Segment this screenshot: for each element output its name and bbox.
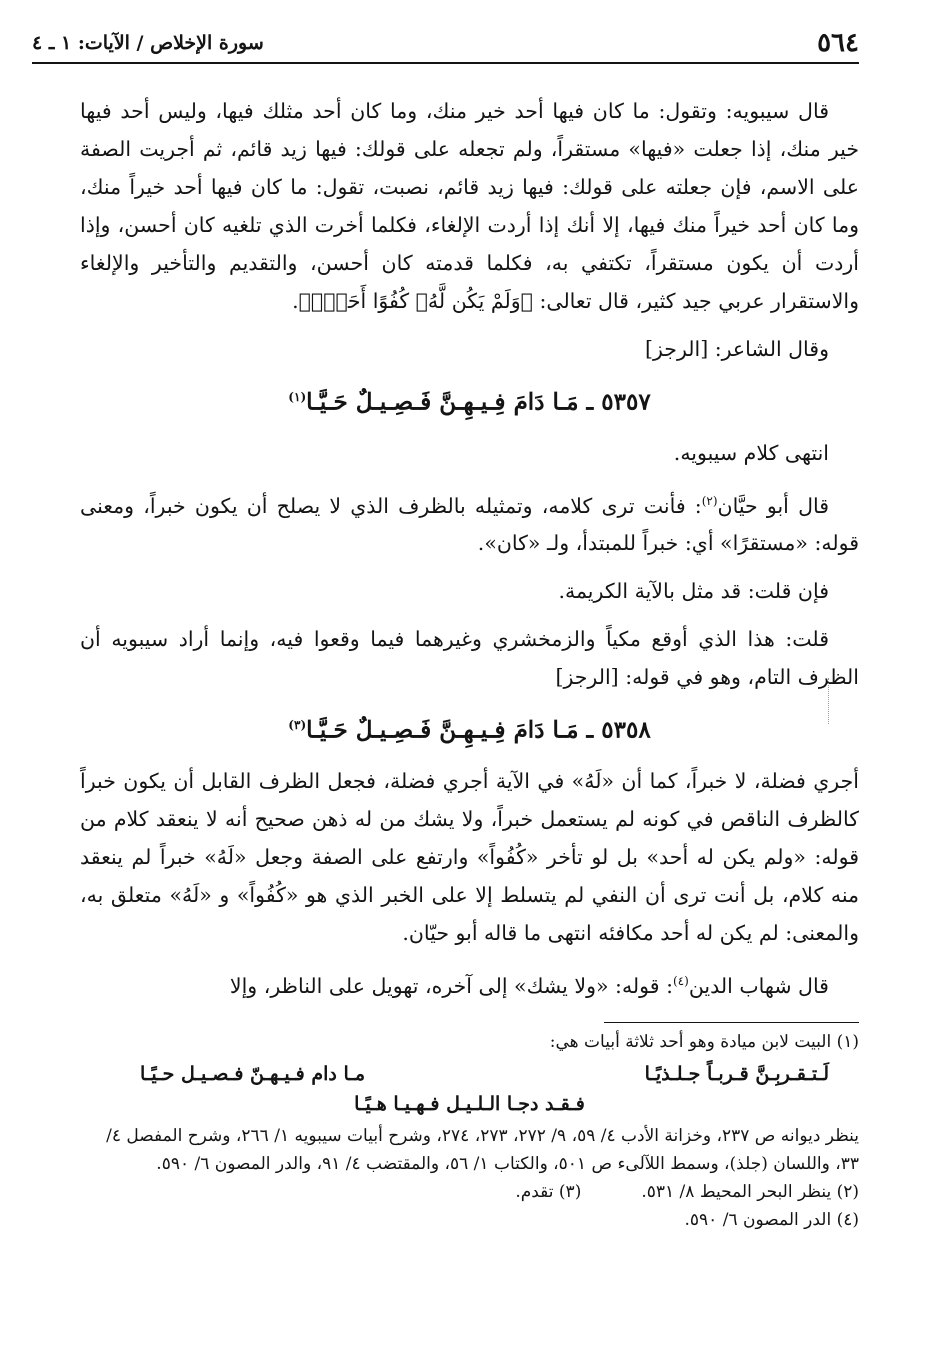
paragraph-end-quote: انتهى كلام سيبويه. xyxy=(673,440,829,465)
footnote-3: (٣) تقدم. xyxy=(515,1182,582,1202)
page-number: ٥٦٤ xyxy=(817,28,859,58)
paragraph-reply: قلت: هذا الذي أوقع مكياً والزمخشري وغيرهما فيما وقعوا فيه، وإنما أراد سيبويه أن الظرف التام، وهو في قوله: [الرجز] xyxy=(80,627,859,690)
footnote-1-intro: (١) البيت لابن ميادة وهو أحد ثلاثة أبيات هي: xyxy=(549,1032,859,1052)
paragraph-explanation: أجري فضلة، لا خبراً، كما أن «لَهُ» في الآية أجري فضلة، فجعل الظرف القابل أن يكون خبراً كالظرف الناقص في كونه لم يستعمل خبراً، ولا يشك من له ذهن صحيح أنه لا ينعقد كلام من قوله: «ولم يكن له أحد» بل لو تأخر «كُفُواً» وارتفع على الصفة وجعل «لَهُ» خبراً لم ينعقد منه كلام، بل أنت ترى أن النفي لم يتسلط إلا على الخبر الذي هو «كُفُواً» و «لَهُ» متعلق به، والمعنى: لم يكن له أحد مكافئه انتهى ما قاله أبو حيّان. xyxy=(80,769,859,946)
footnotes xyxy=(80,1028,859,1234)
verse-number: ٥٣٥٨ ـ xyxy=(586,717,651,745)
footnote-2: (٢) ينظر البحر المحيط ٨/ ٥٣١. xyxy=(641,1182,859,1202)
footnote-rule xyxy=(604,1022,859,1023)
footnote-1-sources: ينظر ديوانه ص ٢٣٧، وخزانة الأدب ٤/ ٥٩، ٩/ ٢٧٢، ٢٧٣، ٢٧٤، وشرح أبيات سيبويه ١/ ٢٦٦، وشرح المفصل ٤/ ٣٣، واللسان (جلذ)، وسمط اللآلىء ص ٥٠١، والكتاب ١/ ٥٦، والمقتضب ٤/ ٩١، والدر المصون ٦/ ٥٩٠. xyxy=(106,1126,859,1174)
verse-text: مَـا دَامَ فِـيـهِـنَّ فَـصِـيـلٌ حَـيَّـا xyxy=(306,717,579,745)
footnote-1-verse xyxy=(80,1056,859,1090)
paragraph-poet-intro: وقال الشاعر: [الرجز] xyxy=(644,337,829,361)
footnote-1-verse-line-2: فـقـد دجـا الـلـيـل فـهـيـا هـيًـا xyxy=(354,1093,585,1115)
footnote-ref: (٤) xyxy=(673,974,689,989)
footnote-4: (٤) الدر المصون ٦/ ٥٩٠. xyxy=(684,1210,859,1230)
footnote-ref: (٢) xyxy=(701,493,718,508)
header-rule xyxy=(32,62,859,64)
paragraph-objection: فإن قلت: قد مثل بالآية الكريمة. xyxy=(558,579,829,604)
verse-5358 xyxy=(80,706,859,750)
footnote-ref: (٣) xyxy=(288,718,307,733)
paragraph-sibawayh: قال سيبويه: وتقول: ما كان فيها أحد خير منك، وما كان أحد مثلك فيها، وليس أحد فيها خير منك، إذا جعلت «فيها» مستقراً، ولم تجعله على قولك: فيها زيد قائم، ثم أجريت الصفة على الاسم، فإن جعلته على قولك: فيها زيد قائم، نصبت، تقول: ما كان فيها أحد خيراً منك، وما كان أحد خيراً منك فيها، إلا أنك إذا أردت الإلغاء، فكلما أخرت الذي تلغيه كان أحسن، وإذا أردت أن يكون مستقراً، تكتفي به، فكلما قدمته كان أحسن، والتقديم والتأخير والإلغاء والاستقرار عربي جيد كثير، قال تعالى: ﴿وَلَمْ يَكُن لَّهُۥ كُفُوًا أَحَدٌۢ﴾. xyxy=(80,99,859,313)
gutter-mark xyxy=(828,678,829,724)
verse-text: مَـا دَامَ فِـيـهِـنَّ فَـصِـيـلٌ حَـيَّـا xyxy=(306,388,579,416)
paragraph-text: قال شهاب الدين xyxy=(688,973,829,998)
paragraph-text: قال أبو حيَّان xyxy=(717,493,830,518)
verse-hemistich: مـا دام فـيـهـنّ فـصـيـل حـيًـا xyxy=(140,1063,366,1085)
paragraph-shihab xyxy=(80,962,859,1005)
paragraph-text: : قوله: «ولا يشك» إلى آخره، تهويل على الناظر، وإلا xyxy=(229,973,673,998)
page-header xyxy=(32,28,859,66)
verse-5357 xyxy=(80,378,859,422)
running-head: سورة الإخلاص / الآيات: ١ ـ ٤ xyxy=(32,32,264,54)
footnote-row xyxy=(80,1178,859,1206)
main-text xyxy=(80,92,859,1005)
paragraph-text: : فأنت ترى كلامه، وتمثيله بالظرف الذي لا يصلح أن يكون خبراً، ومعنى قوله: «مستقرًا» أي: خبراً للمبتدأ، ولـ «كان». xyxy=(80,493,859,556)
verse-hemistich: لَـتـقـربِـنَّ قـربـاً جـلـذيًـا xyxy=(644,1063,829,1085)
footnote-ref: (١) xyxy=(288,390,307,404)
verse-number: ٥٣٥٧ ـ xyxy=(586,388,651,416)
paragraph-abu-hayyan xyxy=(80,482,859,563)
